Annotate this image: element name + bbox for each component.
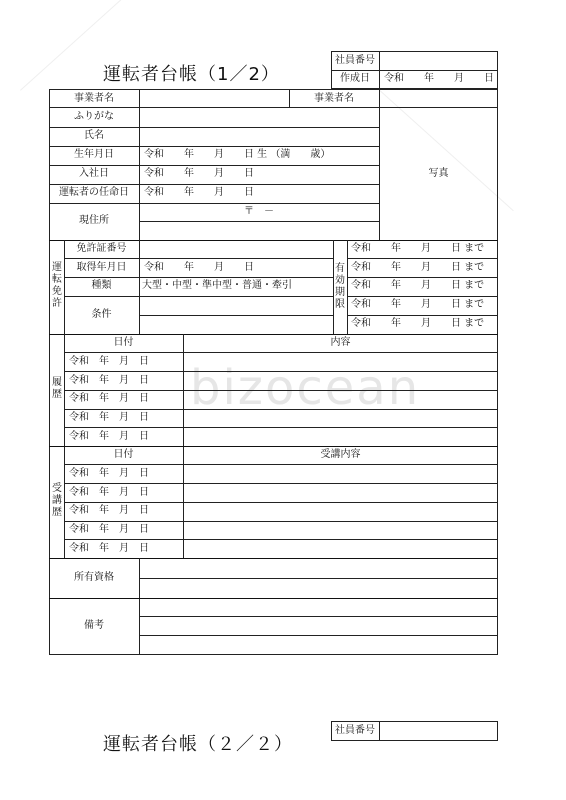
validity-row[interactable]: 令和 年 月 日 まで — [351, 318, 485, 329]
license-condition-field[interactable] — [140, 297, 332, 333]
photo-label: 写真 — [428, 168, 449, 179]
appoint-value[interactable]: 令和 年 月 日 — [144, 187, 254, 198]
qualification-field[interactable] — [140, 559, 497, 597]
created-label: 作成日 — [340, 73, 370, 84]
validity-row[interactable]: 令和 年 月 日 まで — [351, 243, 485, 254]
qualification-label: 所有資格 — [74, 572, 114, 583]
join-value[interactable]: 令和 年 月 日 — [144, 168, 254, 179]
employee-no-field[interactable] — [380, 52, 497, 70]
training-row-date[interactable]: 令和 年 月 日 — [69, 468, 149, 479]
license-condition-label: 条件 — [91, 309, 112, 320]
company-label-right: 事業者名 — [314, 93, 354, 104]
training-row-date[interactable]: 令和 年 月 日 — [69, 543, 149, 554]
name-field[interactable] — [140, 128, 378, 146]
page2-title: 運転者台帳（２／２） — [103, 734, 293, 755]
company-field[interactable] — [140, 90, 288, 107]
page-title: 運転者台帳（1／2） — [103, 64, 280, 85]
license-type-value[interactable]: 大型・中型・準中型・普通・牽引 — [142, 280, 292, 291]
history-date-header: 日付 — [113, 337, 134, 348]
history-row-date[interactable]: 令和 年 月 日 — [69, 375, 149, 386]
history-row-date[interactable]: 令和 年 月 日 — [69, 393, 149, 404]
training-row-date[interactable]: 令和 年 月 日 — [69, 505, 149, 516]
license-number-label: 免許証番号 — [76, 243, 127, 254]
validity-row[interactable]: 令和 年 月 日 まで — [351, 299, 485, 310]
history-section-label: 履歴 — [52, 377, 62, 400]
company-label: 事業者名 — [74, 93, 114, 104]
appoint-label: 運転者の任命日 — [59, 187, 129, 198]
history-row-date[interactable]: 令和 年 月 日 — [69, 431, 149, 442]
postal-value[interactable]: 〒 － — [244, 206, 274, 217]
address-label: 現住所 — [79, 215, 109, 226]
birth-label: 生年月日 — [74, 149, 114, 160]
license-section-label: 運転免許 — [52, 262, 62, 309]
license-acquired-value[interactable]: 令和 年 月 日 — [144, 262, 254, 273]
license-acquired-label: 取得年月日 — [76, 262, 127, 273]
remarks-field[interactable] — [140, 599, 497, 654]
license-number-field[interactable] — [140, 241, 332, 258]
created-date[interactable]: 令和 年 月 日 — [384, 73, 494, 84]
join-label: 入社日 — [79, 168, 109, 179]
furigana-field[interactable] — [140, 108, 378, 126]
validity-row[interactable]: 令和 年 月 日 まで — [351, 262, 485, 273]
page2-employee-no-label: 社員番号 — [335, 725, 375, 736]
history-row-date[interactable]: 令和 年 月 日 — [69, 412, 149, 423]
history-content-header: 内容 — [330, 337, 351, 348]
address-field[interactable] — [140, 222, 378, 239]
license-type-label: 種類 — [91, 280, 112, 291]
page2-employee-no-field[interactable] — [380, 722, 497, 740]
photo-area[interactable] — [380, 108, 497, 239]
training-section-label: 受講歴 — [52, 483, 62, 518]
training-date-header: 日付 — [113, 449, 134, 460]
name-label: 氏名 — [84, 130, 104, 141]
watermark: bizocean — [190, 360, 421, 416]
validity-row[interactable]: 令和 年 月 日 まで — [351, 280, 485, 291]
employee-no-label: 社員番号 — [335, 55, 375, 66]
training-row-date[interactable]: 令和 年 月 日 — [69, 487, 149, 498]
training-content-header: 受講内容 — [320, 449, 361, 460]
remarks-label: 備考 — [84, 620, 104, 631]
validity-label: 有効期限 — [335, 263, 345, 310]
training-row-date[interactable]: 令和 年 月 日 — [69, 524, 149, 535]
history-row-date[interactable]: 令和 年 月 日 — [69, 356, 149, 367]
company-field-right[interactable] — [380, 90, 497, 107]
birth-value[interactable]: 令和 年 月 日 生 （満 歳） — [144, 149, 331, 160]
furigana-label: ふりがな — [74, 111, 114, 122]
